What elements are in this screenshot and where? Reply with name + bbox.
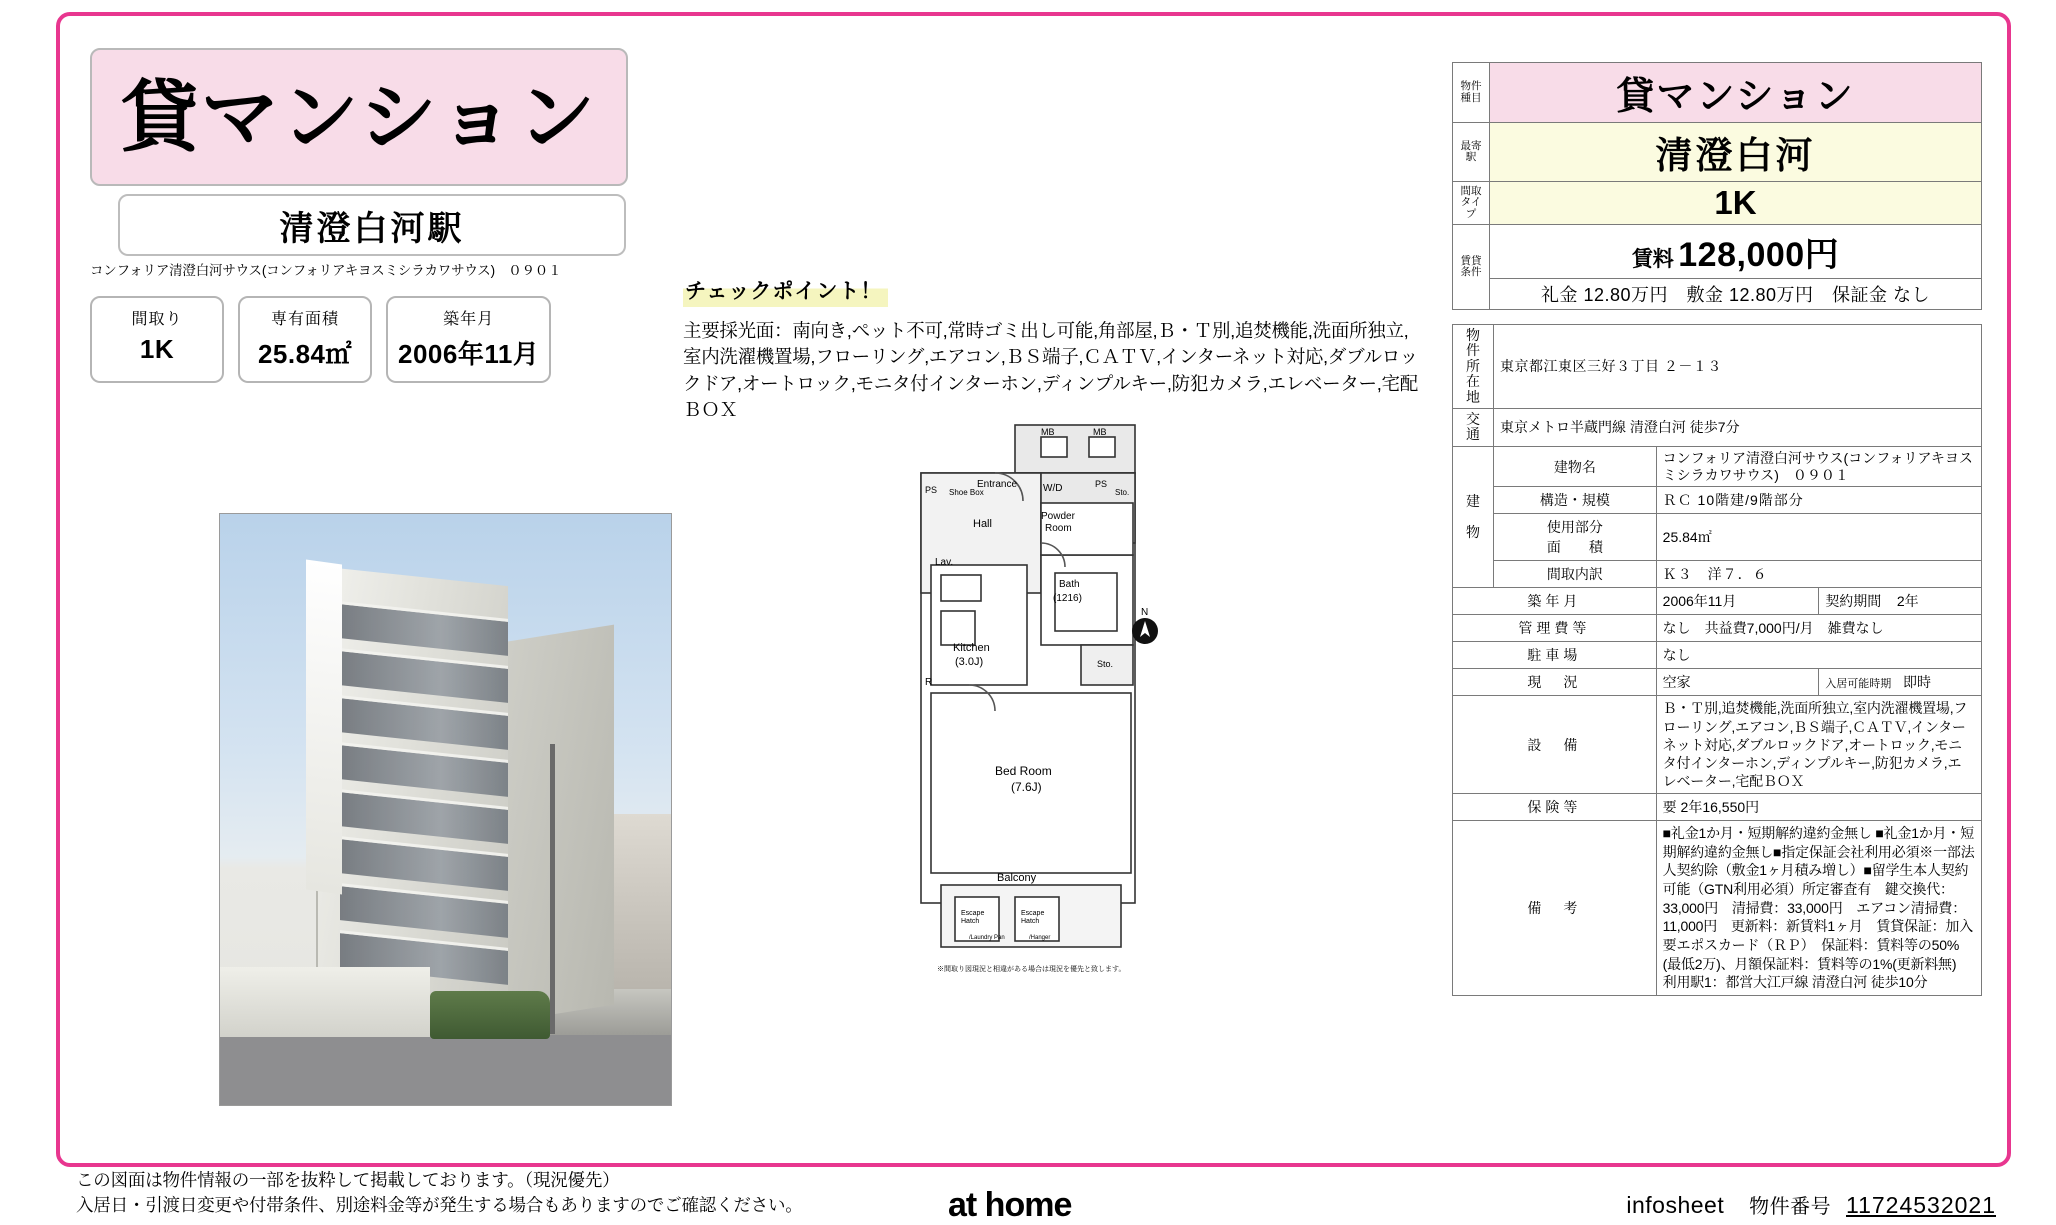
summary-type-value: 貸マンション: [1616, 76, 1855, 118]
detail-movein-value: 即時: [1902, 674, 1931, 691]
detail-address-label: 物 件 所 在 地: [1453, 325, 1494, 409]
detail-parking-label: 駐車場: [1453, 642, 1657, 669]
label-bedroom-size: (7.6J): [1011, 780, 1042, 794]
summary-row-fee: [1453, 279, 1982, 310]
summary-madori-value-cell: [1490, 182, 1982, 225]
detail-access-value: 東京メトロ半蔵門線 清澄白河 徒歩7分: [1494, 408, 1982, 446]
summary-station-value-cell: [1490, 123, 1982, 182]
detail-row-parking: [1453, 642, 1982, 669]
property-type-title: [90, 48, 628, 186]
label-hanger: /Hanger: [1029, 935, 1051, 941]
footer-note-line2: 入居日・引渡日変更や付帯条件、別途料金等が発生する場合もありますのでご確認ください。: [76, 1195, 803, 1216]
spec-madori-value: 1K: [139, 333, 175, 364]
floor-plan-note: ※間取り図現況と相違がある場合は現況を優先と致します。: [937, 966, 1126, 973]
label-bath: Bath: [1059, 579, 1080, 590]
detail-row-mgmt: [1453, 615, 1982, 642]
spec-area-value: 25.84㎡: [257, 338, 353, 369]
label-r: R: [925, 677, 933, 688]
infosheet-label: infosheet: [1626, 1192, 1725, 1218]
checkpoint-text: 主要採光面：南向き,ペット不可,常時ゴミ出し可能,角部屋,Ｂ・Ｔ別,追焚機能,洗面所独立,室内洗濯機置場,フローリング,エアコン,ＢＳ端子,ＣＡＴＶ,インターネット対応,ダブルロックドア,オートロック,モニタ付インターホン,ディンプルキー,防犯カメラ,エレベーター,宅配ＢＯＸ: [683, 320, 1418, 420]
detail-movein-label: 入居可能時期: [1825, 678, 1892, 691]
spec-area: [238, 296, 372, 383]
detail-insurance-label: 保険等: [1453, 794, 1657, 821]
summary-madori-value: 1K: [1714, 184, 1757, 221]
detail-structure-value: ＲＣ 10階建/9階部分: [1656, 487, 1981, 514]
checkpoint-title: チェックポイント！: [683, 275, 888, 307]
spec-built-label: 築年月: [443, 310, 495, 328]
detail-row-address: [1453, 325, 1982, 409]
photo-pole: [550, 744, 555, 1034]
summary-rent-value-cell: [1490, 225, 1982, 279]
detail-table: [1452, 324, 1982, 996]
detail-built-label: 築年月: [1453, 588, 1657, 615]
summary-row-station: [1453, 123, 1982, 182]
label-ps: PS: [925, 485, 938, 495]
label-north: N: [1141, 607, 1149, 618]
detail-contract-value: 2年: [1896, 593, 1919, 610]
detail-remarks-value: ■礼金1か月・短期解約違約金無し ■礼金1か月・短期解約違約金無し■指定保証会社利用必須※一部法人契約除（敷金1ヶ月積み増し）■留学生本人契約可能（GTN利用必須）所定審査有 鍵交換代：33,000円 清掃費：33,000円 エアコン清掃費：11,000円 更新料：新賃料1ヶ月 賃貸保証：加入要エポスカード（ＲＰ） 保証料：賃料等の50%(最低2万)、月額保証料：賃料等の1%(更新料無) 利用駅1：都営大江戸線 清澄白河 徒歩10分: [1656, 821, 1981, 995]
label-shoe-box: Shoe Box: [949, 488, 984, 497]
label-kitchen-size: (3.0J): [955, 656, 984, 668]
detail-status-value: 空家: [1656, 669, 1819, 696]
svg-text:Hatch: Hatch: [1021, 918, 1040, 925]
photo-hedge: [430, 991, 550, 1039]
detail-row-built: [1453, 588, 1982, 615]
building-photo: [219, 513, 672, 1106]
building-name-line: コンフォリア清澄白河サウス(コンフォリアキヨスミシラカワサウス) ０９０１: [90, 263, 562, 278]
detail-structure-label: 構造・規模: [1494, 487, 1657, 514]
floor-plan: [925, 427, 1165, 1080]
summary-row-madori: [1453, 182, 1982, 225]
right-column: [1452, 62, 1982, 996]
label-bedroom: Bed Room: [995, 764, 1052, 778]
detail-building-name-label: 建物名: [1494, 446, 1657, 487]
label-sto: Sto.: [1097, 659, 1114, 669]
detail-address-value: 東京都江東区三好３丁目 ２－１３: [1494, 325, 1982, 409]
photo-road: [220, 1035, 671, 1105]
svg-text:Hatch: Hatch: [961, 918, 980, 925]
detail-layout-label: 間取内訳: [1494, 561, 1657, 588]
summary-fee-value: 礼金 12.80万円 敷金 12.80万円 保証金 なし: [1490, 279, 1982, 310]
detail-row-status: [1453, 669, 1982, 696]
summary-type-value-cell: [1490, 63, 1982, 123]
label-kitchen: Kitchen: [953, 642, 990, 654]
detail-layout-value: Ｋ３ 洋７．６: [1656, 561, 1981, 588]
detail-row-layout: [1453, 561, 1982, 588]
station-title: [118, 194, 626, 256]
detail-area-label: 使用部分 面 積: [1494, 514, 1657, 561]
summary-row-type: [1453, 63, 1982, 123]
summary-row-rent: [1453, 225, 1982, 279]
summary-rent-value: 128,000円: [1678, 236, 1840, 274]
detail-row-remarks: [1453, 821, 1982, 995]
detail-movein-cell: [1819, 669, 1982, 696]
summary-station-label: 最寄駅: [1453, 123, 1490, 182]
photo-building-floors: [340, 601, 508, 999]
summary-madori-label: 間取タイプ: [1453, 182, 1490, 225]
detail-row-access: [1453, 408, 1982, 446]
detail-row-area: [1453, 514, 1982, 561]
spec-area-label: 専有面積: [270, 310, 339, 328]
athome-logo-text: at home: [948, 1186, 1072, 1224]
label-wd: W/D: [1043, 483, 1063, 494]
footer-note-line1: この図面は物件情報の一部を抜粋して掲載しております。（現況優先）: [76, 1170, 620, 1190]
label-sto-top: Sto.: [1115, 488, 1130, 497]
detail-row-equip: [1453, 696, 1982, 794]
summary-type-label: 物件種目: [1453, 63, 1490, 123]
label-escape-hatch-2: Escape: [1021, 910, 1045, 917]
label-balcony: Balcony: [997, 872, 1037, 884]
summary-station-value: 清澄白河: [1655, 135, 1816, 176]
summary-rent-label: 賃貸条件: [1453, 225, 1490, 310]
label-hall: Hall: [973, 518, 992, 530]
spec-madori-label: 間取り: [131, 310, 183, 328]
detail-contract-label: 契約期間: [1825, 593, 1882, 610]
spec-madori: [90, 296, 224, 383]
detail-insurance-value: 要 2年16,550円: [1656, 794, 1981, 821]
detail-row-building-name: [1453, 446, 1982, 487]
detail-row-structure: [1453, 487, 1982, 514]
spec-built-value: 2006年11月: [398, 338, 540, 369]
spec-row: [90, 296, 650, 383]
label-laundry-pan: /Laundry Pan: [969, 935, 1005, 941]
footer-note: [76, 1168, 803, 1219]
left-column: [90, 48, 650, 383]
photo-building-side: [496, 625, 614, 1024]
property-no-value: 11724532021: [1846, 1192, 1996, 1218]
label-bath-size: (1216): [1053, 593, 1082, 604]
label-escape-hatch-1: Escape: [961, 910, 985, 917]
photo-building-fin: [306, 559, 342, 894]
label-room: Room: [1045, 523, 1072, 534]
summary-rent-prefix: 賃料: [1631, 248, 1674, 271]
infosheet-footer: [1626, 1190, 1996, 1219]
label-mb-1: MB: [1041, 427, 1055, 437]
detail-built-value: 2006年11月: [1656, 588, 1819, 615]
label-entrance: Entrance: [977, 479, 1018, 490]
detail-equip-label: 設 備: [1453, 696, 1657, 794]
label-lav: Lav.: [935, 557, 954, 568]
photo-wall: [220, 967, 430, 1037]
property-type-text: 貸マンション: [120, 73, 598, 161]
detail-status-label: 現 況: [1453, 669, 1657, 696]
athome-logo: [948, 1186, 1071, 1225]
detail-remarks-label: 備 考: [1453, 821, 1657, 995]
detail-building-name-value: コンフォリア清澄白河サウス(コンフォリアキヨスミシラカワサウス) ０９０１: [1656, 446, 1981, 487]
detail-area-value: 25.84㎡: [1656, 514, 1981, 561]
summary-table: [1452, 62, 1982, 310]
detail-mgmt-value: なし 共益費7,000円/月 雑費なし: [1656, 615, 1981, 642]
property-no-label: 物件番号: [1749, 1196, 1832, 1218]
detail-access-label: 交 通: [1453, 408, 1494, 446]
label-mb-2: MB: [1093, 427, 1107, 437]
spec-built: [386, 296, 551, 383]
station-title-text: 清澄白河駅: [279, 209, 465, 248]
label-ps2: PS: [1095, 479, 1108, 489]
floor-plan-svg: [845, 415, 1275, 995]
detail-building-label: 建 物: [1453, 446, 1494, 588]
detail-contract-cell: [1819, 588, 1982, 615]
detail-equip-value: Ｂ・Ｔ別,追焚機能,洗面所独立,室内洗濯機置場,フローリング,エアコン,ＢＳ端子,ＣＡＴＶ,インターネット対応,ダブルロックドア,オートロック,モニタ付インターホン,ディンプルキー,防犯カメラ,エレベーター,宅配ＢＯＸ: [1656, 696, 1981, 794]
detail-row-insurance: [1453, 794, 1982, 821]
detail-parking-value: なし: [1656, 642, 1981, 669]
detail-mgmt-label: 管理費等: [1453, 615, 1657, 642]
label-powder: Powder: [1041, 511, 1075, 522]
